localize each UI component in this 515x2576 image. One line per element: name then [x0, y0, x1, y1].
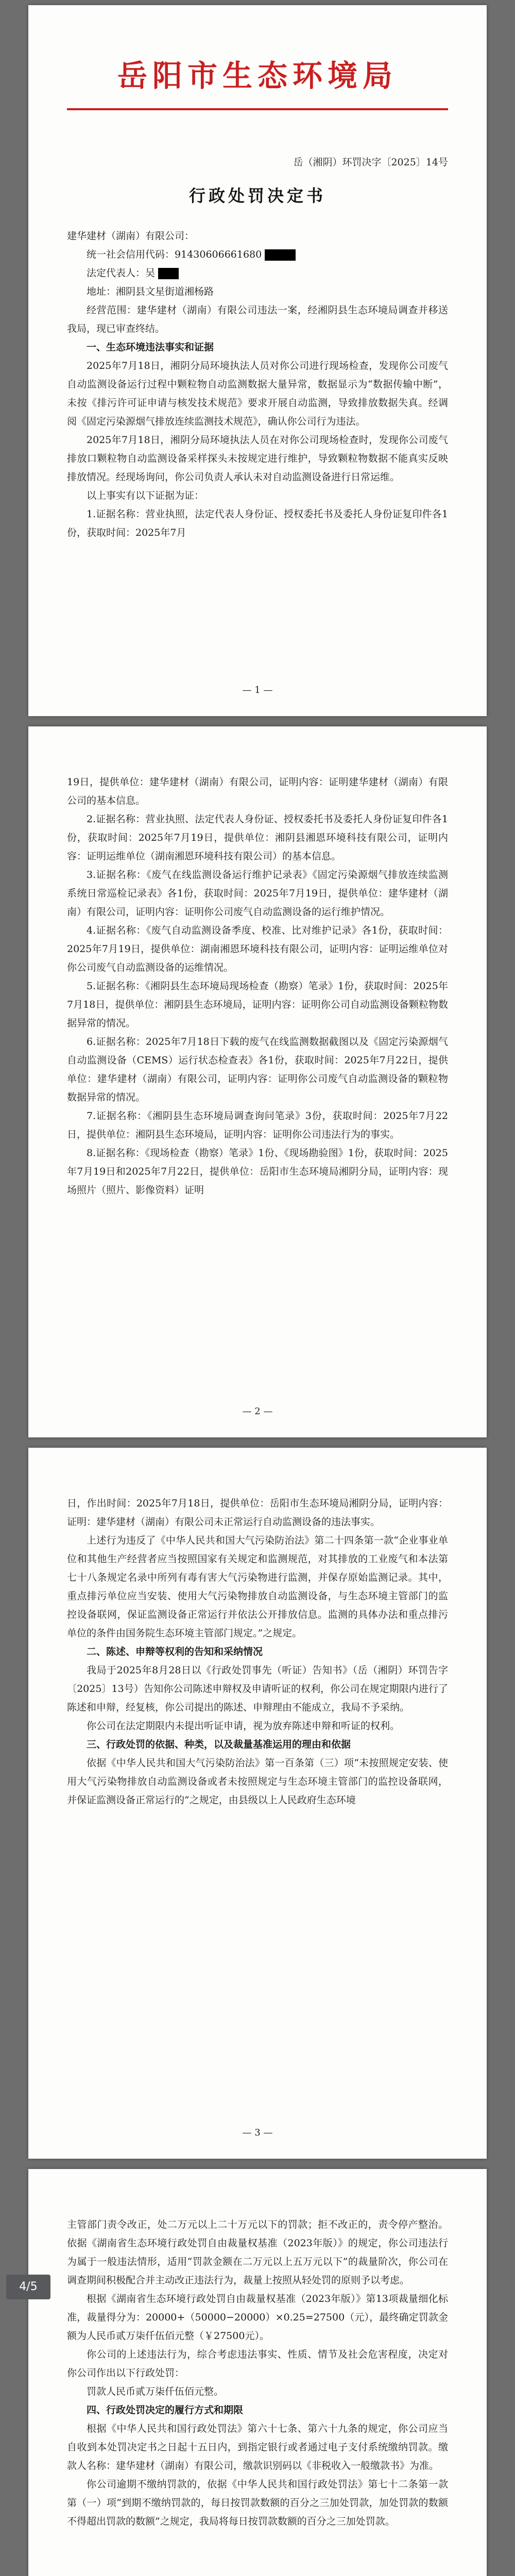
- address: 地址：湘阴县文星街道湘杨路: [87, 286, 214, 297]
- page-number: — 1 —: [242, 685, 273, 696]
- page-4-body: [67, 2215, 448, 2531]
- page-2-body: [67, 773, 448, 1199]
- header-red-line: [67, 108, 448, 110]
- section-heading-4: 四、行政处罚决定的履行方式和期限: [87, 2404, 244, 2416]
- document-page-4: [28, 2169, 487, 2576]
- section-heading-3: 三、行政处罚的依据、种类，以及裁量基准运用的理由和依据: [87, 1739, 351, 1750]
- page-number: — 3 —: [242, 2127, 273, 2138]
- penalty-amount: 罚款人民币贰万柒仟伍佰元整。: [87, 2386, 224, 2397]
- redaction-block: [265, 249, 296, 261]
- paragraph: 8.证据名称：《现场检查（勘察）笔录》1份、《现场勘验图》1份，获取时间：2025年7月19日和2025年7月22日，提供单位：岳阳市生态环境局湘阴分局，证明内容：现场照片（照片、影像资料）证明: [67, 1147, 448, 1196]
- document-page-1: [28, 5, 487, 716]
- paragraph: 主管部门责令改正，处二万元以上二十万元以下的罚款；拒不改正的，责令停产整治。依据《湖南省生态环境行政处罚自由裁量权基准（2023年版）》的规定，你公司违法行为属于一般违法情形，适用“罚款金额在二万元以上五万元以下”的裁量阶次，你公司在调查期间积极配合并主动改正违法行为，裁量上按照从轻处罚的原则予以考虑。: [67, 2219, 448, 2286]
- paragraph: 7.证据名称：《湘阴县生态环境局调查询问笔录》3份，获取时间：2025年7月22日，提供单位：湘阴县生态环境局，证明内容：证明你公司违法行为的事实。: [67, 1110, 448, 1140]
- paragraph: 以上事实有以下证据为证：: [87, 490, 204, 501]
- document-title: 行政处罚决定书: [188, 186, 326, 206]
- paragraph: 你公司的上述违法行为，综合考虑违法事实、性质、情节及社会危害程度，决定对你公司作出以下行政处罚：: [67, 2349, 448, 2379]
- page-indicator[interactable]: 4/5: [6, 2275, 50, 2299]
- paragraph: 3.证据名称：《废气在线监测设备运行维护记录表》《固定污染源烟气排放连续监测系统日常巡检记录表》各1份，获取时间：2025年7月19日，提供单位：建华建材（湖南）有限公司，证明内容：证明你公司废气自动监测设备的运行维护情况。: [67, 869, 448, 918]
- paragraph: 你公司逾期不缴纳罚款的，依据《中华人民共和国行政处罚法》第七十二条第一款第（一）项“到期不缴纳罚款的，每日按罚款数额的百分之三加处罚款，加处罚款的数额不得超出罚款的数额”之规定，我局将每日按罚款数额的百分之三加处罚款。: [67, 2479, 448, 2527]
- section-heading-2: 二、陈述、申辩等权利的告知和采纳情况: [87, 1646, 263, 1657]
- page-1-body: [67, 227, 448, 542]
- paragraph: 5.证据名称：《湘阴县生态环境局现场检查（勘察）笔录》1份，获取时间：2025年7月18日，提供单位：湘阴县生态环境局，证明内容：证明你公司自动监测设备颗粒物数据异常的情况。: [67, 980, 448, 1029]
- paragraph: 6.证据名称：2025年7月18日下载的废气在线监测数据截图以及《固定污染源烟气自动监测设备（CEMS）运行状态检查表》各1份，获取时间：2025年7月22日，提供单位：建华建材（湖南）有限公司，证明内容：证明你公司废气自动监测设备的颗粒物数据异常的情况。: [67, 1036, 448, 1103]
- paragraph: 依据《中华人民共和国大气污染防治法》第一百条第（三）项“未按照规定安装、使用大气污染物排放自动监测设备或者未按照规定与生态环境主管部门的监控设备联网，并保证监测设备正常运行的”之规定，由县级以上人民政府生态环境: [67, 1757, 448, 1806]
- credit-code: 统一社会信用代码：91430606661680: [67, 245, 448, 264]
- paragraph: 根据《中华人民共和国行政处罚法》第六十七条、第六十九条的规定，你公司应当自收到本处罚决定书之日起十五日内，到指定银行或者通过电子支付系统缴纳罚款。缴款人名称：建华建材（湖南）有限公司，缴款识别码以《非税收入一般缴款书》为准。: [67, 2423, 448, 2471]
- page-3-body: [67, 1494, 448, 1809]
- paragraph: 日，作出时间：2025年7月18日，提供单位：岳阳市生态环境局湘阴分局，证明内容：证明：建华建材（湖南）有限公司未正常运行自动监测设备的违法事实。: [67, 1498, 448, 1528]
- document-number: 岳（湘阴）环罚决字〔2025〕14号: [293, 157, 448, 168]
- paragraph: 19日，提供单位：建华建材（湖南）有限公司，证明内容：证明建华建材（湖南）有限公司的基本信息。: [67, 776, 448, 806]
- agency-header: 岳阳市生态环境局: [117, 58, 398, 93]
- paragraph: 上述行为违反了《中华人民共和国大气污染防治法》第二十四条第一款“企业事业单位和其他生产经营者应当按照国家有关规定和监测规范，对其排放的工业废气和本法第七十八条规定名录中所列有毒有害大气污染物进行监测，并保存原始监测记录。其中，重点排污单位应当安装、使用大气污染物排放自动监测设备，与生态环境主管部门的监控设备联网，保证监测设备正常运行并依法公开排放信息。监测的具体办法和重点排污单位的条件由国务院生态环境主管部门规定。”之规定。: [67, 1535, 448, 1639]
- document-page-3: [28, 1448, 487, 2159]
- paragraph: 2025年7月18日，湘阴分局环境执法人员在对你公司现场检查时，发现你公司废气排放口颗粒物自动监测设备采样探头未按规定进行维护，导致颗粒物数据不能真实反映排放情况。经现场询问，你公司负责人承认未对自动监测设备进行日常运维。: [67, 434, 448, 483]
- redaction-block: [158, 268, 179, 279]
- case-summary: 经营范围：建华建材（湖南）有限公司违法一案，经湘阴县生态环境局调查并移送我局，现已审查终结。: [67, 304, 448, 334]
- paragraph: 1.证据名称：营业执照，法定代表人身份证、授权委托书及委托人身份证复印件各1份，获取时间：2025年7月: [67, 509, 448, 538]
- paragraph: 你公司在法定期限内未提出听证申请，视为放弃陈述申辩和听证的权利。: [87, 1720, 400, 1732]
- legal-rep: 法定代表人：吴: [67, 264, 448, 282]
- document-page-2: [28, 726, 487, 1437]
- paragraph: 根据《湖南省生态环境行政处罚自由裁量权基准（2023年版）》第13项裁量细化标准，裁量得分为：20000+（50000−20000）×0.25=27500（元），最终确定罚款金额为人民币贰万柒仟伍佰元整（￥27500元）。: [67, 2293, 448, 2342]
- page-number: — 2 —: [242, 1406, 273, 1417]
- paragraph: 我局于2025年8月28日以《行政处罚事先（听证）告知书》（岳（湘阴）环罚告字〔2025〕13号）告知你公司陈述申辩权及申请听证的权利，你公司在规定期限内进行了陈述和申辩，经复核，你公司提出的陈述、申辩理由不能成立，我局不予采纳。: [67, 1665, 448, 1713]
- section-heading-1: 一、生态环境违法事实和证据: [87, 342, 214, 353]
- paragraph: 2.证据名称：营业执照、法定代表人身份证、授权委托书及委托人身份证复印件各1份，获取时间：2025年7月19日，提供单位：湘阴县湘恩环境科技有限公司，证明内容：证明运维单位（湖南湘恩环境科技有限公司）的基本信息。: [67, 814, 448, 862]
- recipient: 建华建材（湖南）有限公司：: [67, 230, 195, 242]
- paragraph: 2025年7月18日，湘阴分局环境执法人员对你公司进行现场检查，发现你公司废气自动监测设备运行过程中颗粒物自动监测数据大量异常，数据显示为“数据传输中断”，未按《排污许可证申请与核发技术规范》要求开展自动监测，导致排放数据失真。经调阅《固定污染源烟气排放连续监测技术规范》，确认你公司行为违法。: [67, 360, 448, 427]
- paragraph: 4.证据名称：《废气自动监测设备季度、校准、比对维护记录》各1份，获取时间：2025年7月19日，提供单位：湖南湘恩环境科技有限公司，证明内容：证明运维单位对你公司废气自动监测设备的运维情况。: [67, 925, 448, 973]
